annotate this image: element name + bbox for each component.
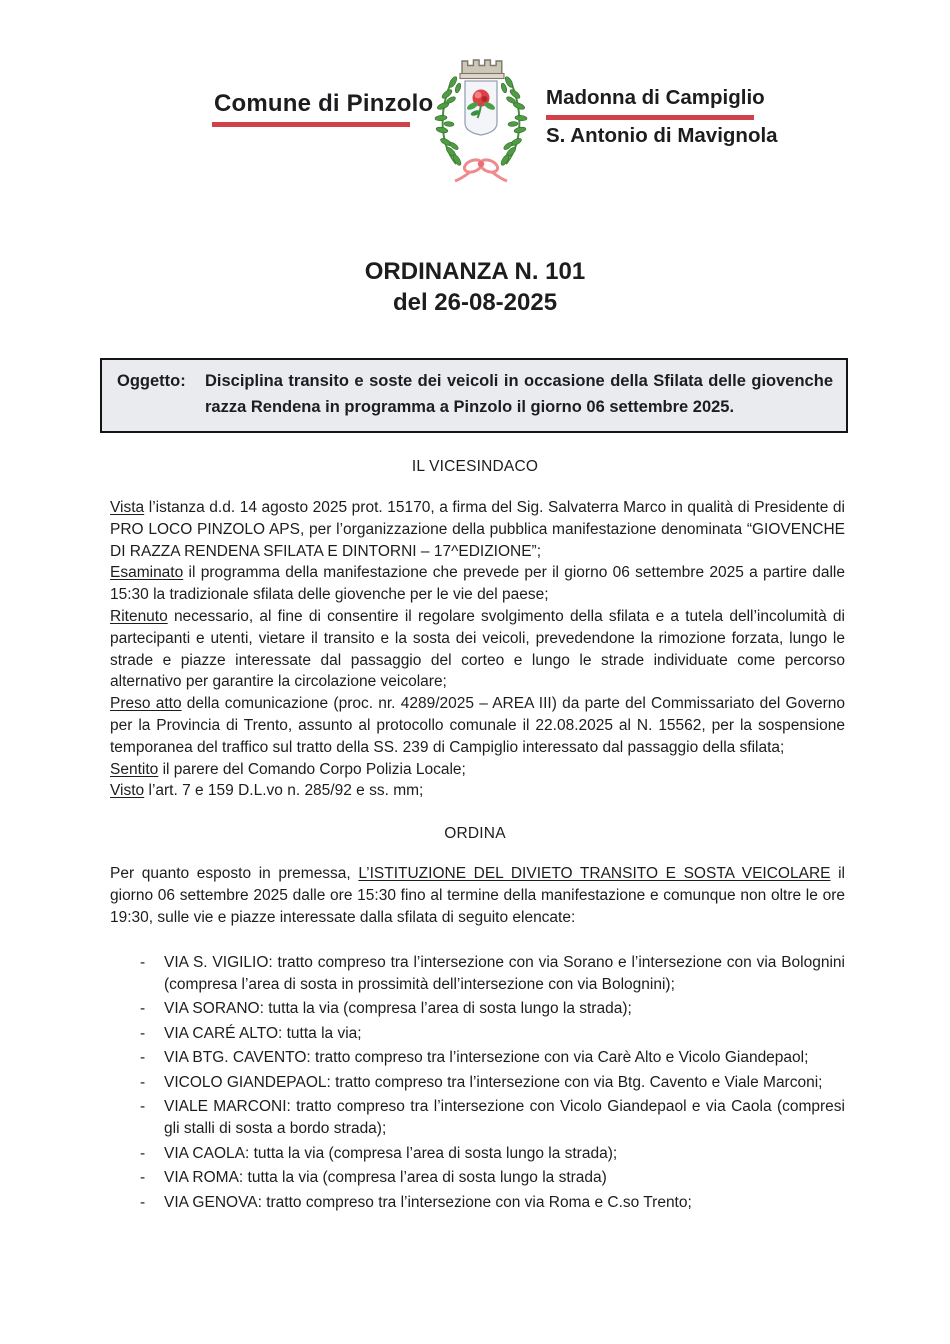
premise-text: necessario, al fine di consentire il regolare svolgimento della sfilata e a tutela dell’incolumità di partecipanti e utenti, vietare il transito e la sosta dei veicoli, prevedendone la rimozione forzata, lungo le strade e piazze interessate dal passaggio del corteo e lungo le strade individuate come percorso alternativo per garantire la circolazione veicolare; <box>110 607 845 691</box>
premise-vista <box>110 497 845 562</box>
premise-text: il parere del Comando Corpo Polizia Locale; <box>158 760 466 778</box>
list-item <box>140 1047 845 1069</box>
list-item <box>140 1192 845 1214</box>
list-marker: - <box>140 1049 146 1067</box>
order-intro-paragraph <box>110 863 845 928</box>
premise-text: l’istanza d.d. 14 agosto 2025 prot. 15170, a firma del Sig. Salvaterra Marco in qualità di Presidente di PRO LOCO PINZOLO APS, per l’organizzazione della pubblica manifestazione denominata “GIOVENCHE DI RAZZA RENDENA SFILATA E DINTORNI – 17^EDIZIONE”; <box>110 499 845 560</box>
ordinance-date: del 26-08-2025 <box>392 289 558 316</box>
premise-text: della comunicazione (proc. nr. 4289/2025 – AREA III) da parte del Commissariato del Governo per la Provincia di Trento, assunto al protocollo comunale il 22.08.2025 al N. 15562, per la sospensione temporanea del traffico sul tratto della SS. 239 di Campiglio interessato dal passaggio della sfilata; <box>110 695 845 756</box>
municipality-name: Comune di Pinzolo <box>214 90 434 117</box>
ordina-heading: ORDINA <box>444 825 506 843</box>
order-intro-underlined: L’ISTITUZIONE DEL DIVIETO TRANSITO E SOSTA VEICOLARE <box>358 865 831 883</box>
list-marker: - <box>140 953 146 971</box>
list-item <box>140 952 845 996</box>
premise-lead: Preso atto <box>110 695 182 713</box>
street-viale-marconi: VIALE MARCONI: tratto compreso tra l’intersezione con Vicolo Giandepaol e via Caola (compresi gli stalli di sosta a bordo strada); <box>164 1098 845 1138</box>
subject-box <box>100 358 848 433</box>
list-item <box>140 1143 845 1165</box>
list-marker: - <box>140 1098 146 1116</box>
street-via-caola: VIA CAOLA: tutta la via (compresa l’area di sosta lungo la strada); <box>164 1144 618 1162</box>
list-marker: - <box>140 1024 146 1042</box>
premise-lead: Vista <box>110 499 145 516</box>
list-marker: - <box>140 1000 146 1018</box>
localities-block <box>546 86 776 148</box>
premise-lead: Esaminato <box>110 564 184 582</box>
premise-sentito <box>110 759 845 781</box>
street-via-s-vigilio: VIA S. VIGILIO: tratto compreso tra l’intersezione con via Sorano e l’intersezione con via Bolognini (compresa l’area di sosta in prossimità dell’intersezione con via Bolognini); <box>164 953 845 993</box>
locality-madonna-di-campiglio: Madonna di Campiglio <box>546 86 765 109</box>
premise-lead: Visto <box>110 782 145 800</box>
order-intro-after: il giorno 06 settembre 2025 dalle ore 15:30 fino al termine della manifestazione e comunque non oltre le ore 19:30, sulle vie e piazze interessate dalla sfilata di seguito elencate: <box>110 865 845 926</box>
premise-preso-atto <box>110 693 845 758</box>
list-marker: - <box>140 1193 146 1211</box>
list-item <box>140 1096 845 1140</box>
list-marker: - <box>140 1073 146 1091</box>
street-via-btg-cavento: VIA BTG. CAVENTO: tratto compreso tra l’intersezione con via Carè Alto e Vicolo Giandepaol; <box>164 1049 809 1067</box>
street-via-sorano: VIA SORANO: tutta la via (compresa l’area di sosta lungo la strada); <box>164 1000 632 1018</box>
subject-text: Disciplina transito e soste dei veicoli in occasione della Sfilata delle giovenche razza Rendena in programma a Pinzolo il giorno 06 settembre 2025. <box>205 372 833 416</box>
premise-lead: Ritenuto <box>110 607 168 625</box>
premise-visto <box>110 780 845 802</box>
street-via-roma: VIA ROMA: tutta la via (compresa l’area di sosta lungo la strada) <box>164 1169 607 1187</box>
premise-text: l’art. 7 e 159 D.L.vo n. 285/92 e ss. mm; <box>144 782 424 800</box>
red-divider-right <box>546 115 754 120</box>
order-intro-before: Per quanto esposto in premessa, <box>110 865 359 883</box>
street-via-care-alto: VIA CARÉ ALTO: tutta la via; <box>164 1024 362 1042</box>
street-list <box>110 952 845 1214</box>
premise-lead: Sentito <box>110 760 159 778</box>
issuer-heading: IL VICESINDACO <box>411 458 539 475</box>
premise-esaminato <box>110 562 845 606</box>
street-via-genova: VIA GENOVA: tratto compreso tra l’intersezione con via Roma e C.so Trento; <box>164 1193 692 1211</box>
red-divider-left <box>212 122 410 127</box>
list-marker: - <box>140 1169 146 1187</box>
premises-section <box>110 497 845 802</box>
list-item <box>140 998 845 1020</box>
premise-text: il programma della manifestazione che prevede per il giorno 06 settembre 2025 a partire dalle 15:30 la tradizionale sfilata delle giovenche per le vie del paese; <box>110 564 845 604</box>
ordinance-number: ORDINANZA N. 101 <box>364 258 586 285</box>
list-item <box>140 1023 845 1045</box>
list-marker: - <box>140 1144 146 1162</box>
street-vicolo-giandepaol: VICOLO GIANDEPAOL: tratto compreso tra l’intersezione con via Btg. Cavento e Viale Marconi; <box>164 1073 823 1091</box>
locality-s-antonio-di-mavignola: S. Antonio di Mavignola <box>546 124 778 147</box>
list-item <box>140 1072 845 1094</box>
subject-label: Oggetto: <box>117 372 186 390</box>
municipal-crest-icon <box>420 52 542 186</box>
document-header <box>0 0 950 198</box>
premise-ritenuto <box>110 606 845 693</box>
list-item <box>140 1167 845 1189</box>
ordinance-title <box>0 256 950 318</box>
